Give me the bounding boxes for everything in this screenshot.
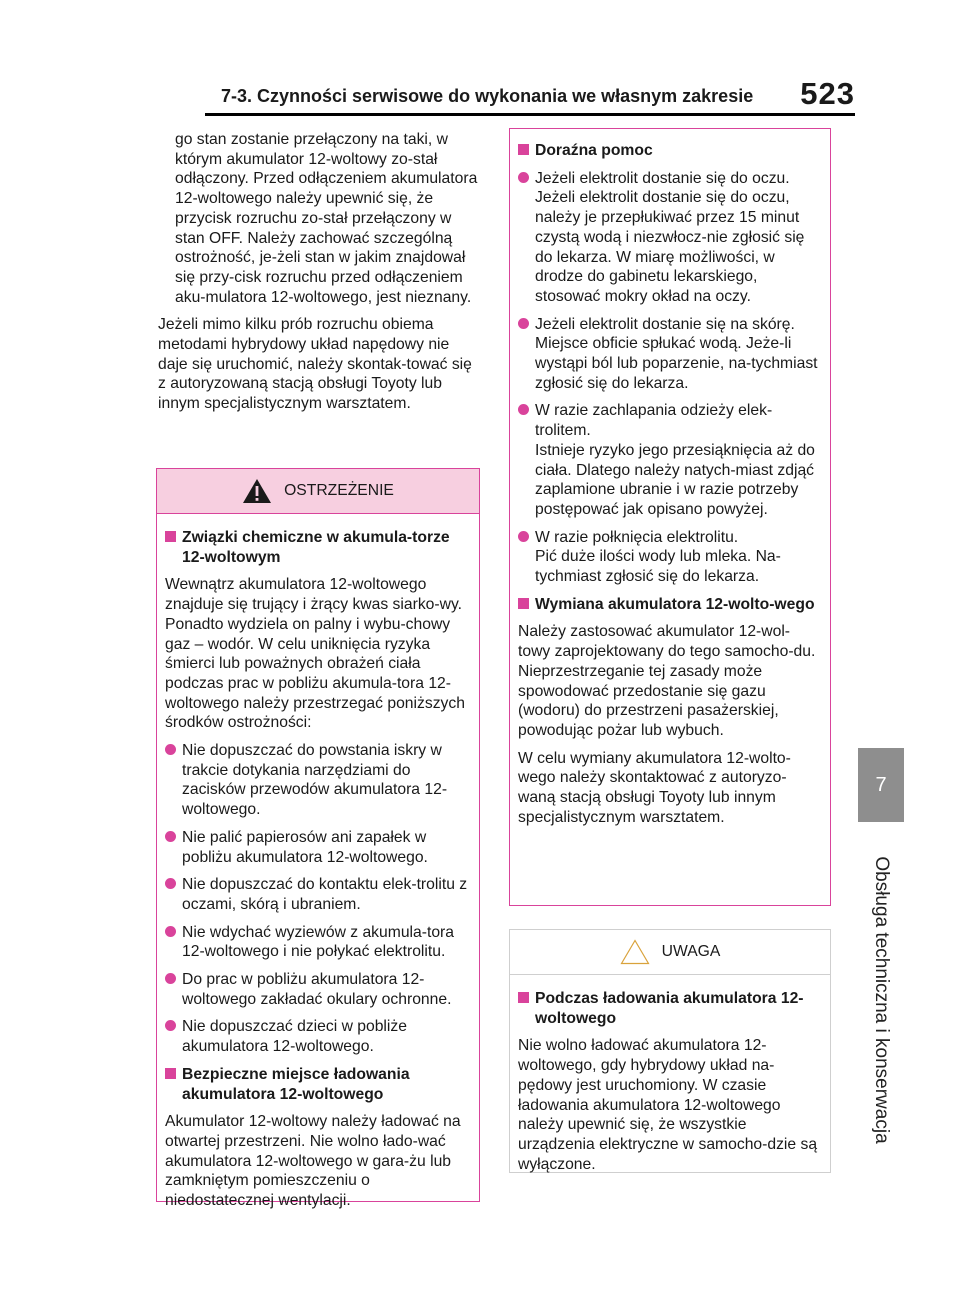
- list-item: [165, 741, 471, 820]
- round-bullet-icon: [165, 973, 176, 984]
- list-item-text: Jeżeli elektrolit dostanie się do oczu, należy je przepłukiwać przez 15 minut czystą wodą i niezwłocz-nie zgłosić się do lekarza. W miarę możliwości, w drodze do gabinetu lekarskiego, stosować mokry okład na oczy.: [535, 189, 805, 305]
- list-item: [165, 828, 471, 867]
- list-item-text: Pić duże ilości wody lub mleka. Na-tychmiast zgłosić się do lekarza.: [535, 548, 781, 586]
- header-rule: [205, 113, 855, 116]
- warning-section-heading: [165, 1065, 471, 1104]
- round-bullet-icon: [518, 404, 529, 415]
- list-item-text: Nie wdychać wyziewów z akumula-tora 12-woltowego i nie połykać elektrolitu.: [182, 923, 455, 961]
- warning-box-body: [157, 514, 479, 1211]
- page-number: 523: [800, 76, 855, 111]
- page-header: [205, 76, 855, 116]
- notice-text: Nie wolno ładować akumulatora 12-woltowego, gdy hybrydowy układ na-pędowy jest uruchomiony. W czasie ładowania akumulatora 12-woltowego należy upewnić się, że wszystkie urządzenia elektryczne w samocho-dzie są wyłączone.: [518, 1037, 818, 1173]
- left-column-text: [158, 130, 478, 422]
- list-item: [165, 875, 471, 914]
- round-bullet-icon: [165, 926, 176, 937]
- list-item-text: Nie dopuszczać do powstania iskry w trakcie dotykania narzędziami do zacisków przewodów akumulatora 12-woltowego.: [182, 742, 448, 819]
- heading-text: Doraźna pomoc: [535, 142, 653, 159]
- list-item: [518, 169, 822, 307]
- heading-text: Bezpieczne miejsce ładowania akumulatora 12-woltowego: [182, 1065, 410, 1103]
- chapter-label: Obsługa techniczna i konserwacja: [871, 856, 892, 1144]
- list-item-title: Jeżeli elektrolit dostanie się do oczu.: [535, 169, 790, 187]
- list-item-text: Miejsce obficie spłukać wodą. Jeże-li wystąpi ból lub poparzenie, na-tychmiast zgłosić się do lekarza.: [535, 335, 818, 392]
- warning-section-text: Akumulator 12-woltowy należy ładować na otwartej przestrzeni. Nie wolno łado-wać akumulatora 12-woltowego w gara-żu lub zamkniętym pomieszczeniu o niedostatecznej wentylacji.: [165, 1113, 461, 1210]
- square-bullet-icon: [165, 1068, 176, 1079]
- list-item-title: W razie zachlapania odzieży elek-trolitem.: [535, 402, 773, 440]
- warning-box: [156, 468, 480, 1210]
- round-bullet-icon: [518, 172, 529, 183]
- heading-text: Wymiana akumulatora 12-wolto-wego: [535, 595, 815, 613]
- notice-title: UWAGA: [661, 943, 721, 961]
- replace-heading: [518, 595, 822, 615]
- warning-section-text: Wewnątrz akumulatora 12-woltowego znajduje się trujący i żrący kwas siarko-wy. Ponadto wydziela on palny i wybu-chowy gaz – wodór. W celu uniknięcia ryzyka śmierci lub poważnych obrażeń ciała podczas prac w pobliżu akumula-tora 12-woltowego należy przestrzegać poniższych środków ostrożności:: [165, 576, 465, 732]
- round-bullet-icon: [165, 1020, 176, 1031]
- list-item-text: Istnieje ryzyko jego przesiąknięcia aż do ciała. Dlatego należy natych-miast zdjąć zaplamione ubranie i w razie potrzeby postępować jak opisano powyżej.: [535, 441, 815, 518]
- caution-triangle-icon: [620, 939, 650, 965]
- replace-text: W celu wymiany akumulatora 12-wolto-wego należy skontaktować z autoryzo-waną stacją obsługi Toyoty lub innym specjalistycznym warsztatem.: [518, 749, 791, 826]
- first-aid-heading: [518, 141, 822, 161]
- heading-text: Związki chemiczne w akumula-torze 12-woltowym: [182, 529, 450, 566]
- round-bullet-icon: [165, 878, 176, 889]
- square-bullet-icon: [518, 144, 529, 155]
- round-bullet-icon: [165, 744, 176, 755]
- continued-text: go stan zostanie przełączony na taki, w którym akumulator 12-woltowy zo-stał odłączony. Przed odłączeniem akumulatora 12-woltowego należy upewnić się, że przycisk rozruchu zo-stał przełączony w stan OFF. Należy zachować szczególną ostrożność, je-żeli stan w jakim znajdował się przy-cisk rozruchu przed odłączeniem aku-mulatora 12-woltowego, jest nieznany.: [175, 131, 478, 306]
- notice-box-header: [510, 930, 830, 975]
- replace-text: Należy zastosować akumulator 12-wol-towy zaprojektowany do tego samocho-du. Nieprzestrzeganie tej zasady może spowodować przedostanie się gazu (wodoru) do przestrzeni pasażerskiej, powodując pożar lub wybuch.: [518, 623, 816, 739]
- warning-box-header: [157, 469, 479, 514]
- list-item-text: Nie palić papierosów ani zapałek w pobliżu akumulatora 12-woltowego.: [182, 828, 428, 866]
- square-bullet-icon: [518, 992, 529, 1003]
- body-paragraph: Jeżeli mimo kilku prób rozruchu obiema metodami hybrydowy układ napędowy nie daje się uruchomić, należy skontak-tować się z autoryzowaną stacją obsługi Toyoty lub innym specjalistycznym warsztatem.: [158, 316, 472, 413]
- list-item: [165, 970, 471, 1009]
- round-bullet-icon: [165, 831, 176, 842]
- first-aid-body: [510, 129, 830, 828]
- notice-heading: [518, 989, 822, 1028]
- warning-title: OSTRZEŻENIE: [284, 482, 394, 500]
- heading-text: Podczas ładowania akumulatora 12-woltowego: [535, 990, 804, 1027]
- notice-box: [509, 929, 831, 1173]
- warning-triangle-icon: [242, 478, 272, 504]
- chapter-tab[interactable]: 7: [858, 748, 904, 822]
- square-bullet-icon: [165, 531, 176, 542]
- list-item-text: Nie dopuszczać dzieci w pobliże akumulatora 12-woltowego.: [182, 1018, 407, 1056]
- list-item-text: Do prac w pobliżu akumulatora 12-woltowego zakładać okulary ochronne.: [182, 971, 452, 1008]
- list-item: [518, 315, 822, 394]
- list-item: [518, 528, 822, 587]
- list-item-title: W razie połknięcia elektrolitu.: [535, 528, 739, 546]
- section-title: 7-3. Czynności serwisowe do wykonania we własnym zakresie: [221, 86, 754, 106]
- round-bullet-icon: [518, 531, 529, 542]
- list-item-text: Nie dopuszczać do kontaktu elek-trolitu z oczami, skórą i ubraniem.: [182, 876, 468, 913]
- notice-box-body: [510, 975, 830, 1174]
- round-bullet-icon: [518, 318, 529, 329]
- list-item: [518, 401, 822, 519]
- square-bullet-icon: [518, 598, 529, 609]
- list-item-title: Jeżeli elektrolit dostanie się na skórę.: [535, 315, 795, 333]
- first-aid-box: [509, 128, 831, 906]
- list-item: [165, 1017, 471, 1056]
- warning-section-heading: [165, 528, 471, 567]
- list-item: [165, 923, 471, 962]
